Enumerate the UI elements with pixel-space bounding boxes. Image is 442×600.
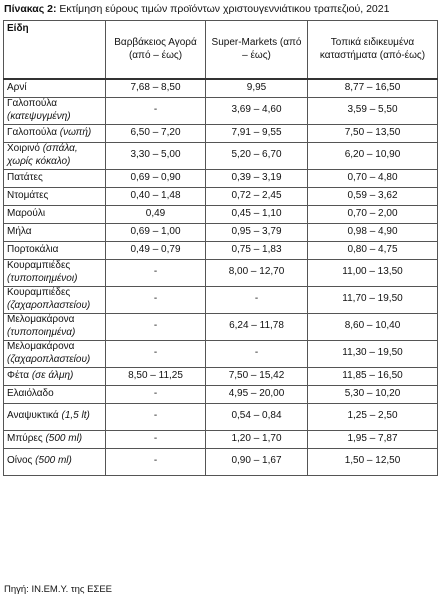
table-row bbox=[4, 259, 438, 286]
item-name: Μπύρες bbox=[7, 432, 43, 444]
table-row bbox=[4, 187, 438, 205]
local-shops-price-cell: 11,00 – 13,50 bbox=[308, 259, 438, 286]
item-name-cell bbox=[4, 79, 106, 97]
item-qualifier: (500 ml) bbox=[45, 432, 83, 444]
item-name-cell bbox=[4, 124, 106, 142]
supermarkets-price-cell: 0,45 – 1,10 bbox=[206, 205, 308, 223]
supermarkets-price-cell: 0,95 – 3,79 bbox=[206, 223, 308, 241]
item-name-cell bbox=[4, 169, 106, 187]
header-supermarkets: Super-Markets (από – έως) bbox=[206, 21, 308, 80]
varvakeios-price-cell: - bbox=[106, 313, 206, 340]
supermarkets-price-cell: 0,72 – 2,45 bbox=[206, 187, 308, 205]
table-row bbox=[4, 79, 438, 97]
table-row bbox=[4, 340, 438, 367]
local-shops-price-cell: 5,30 – 10,20 bbox=[308, 385, 438, 403]
item-name: Χοιρινό bbox=[7, 143, 40, 154]
local-shops-price-cell: 0,80 – 4,75 bbox=[308, 241, 438, 259]
local-shops-price-cell: 8,60 – 10,40 bbox=[308, 313, 438, 340]
caption-text: Εκτίμηση εύρους τιμών προϊόντων χριστουγεννιάτικου τραπεζιού, 2021 bbox=[59, 3, 390, 15]
item-qualifier: (500 ml) bbox=[35, 455, 72, 467]
table-row bbox=[4, 313, 438, 340]
item-name-cell bbox=[4, 205, 106, 223]
supermarkets-price-cell: 5,20 – 6,70 bbox=[206, 142, 308, 169]
supermarkets-price-cell: 8,00 – 12,70 bbox=[206, 259, 308, 286]
supermarkets-price-cell: 0,90 – 1,67 bbox=[206, 448, 308, 475]
item-name-cell bbox=[4, 403, 106, 430]
table-row bbox=[4, 241, 438, 259]
local-shops-price-cell: 11,70 – 19,50 bbox=[308, 286, 438, 313]
item-name-cell bbox=[4, 385, 106, 403]
table-row bbox=[4, 97, 438, 124]
item-name: Φέτα bbox=[7, 369, 30, 381]
local-shops-price-cell: 1,25 – 2,50 bbox=[308, 403, 438, 430]
item-qualifier: (ζαχαροπλαστείου) bbox=[7, 299, 91, 311]
item-name-cell bbox=[4, 259, 106, 286]
item-name-cell bbox=[4, 367, 106, 385]
item-name: Αναψυκτικά bbox=[7, 410, 59, 422]
local-shops-price-cell: 8,77 – 16,50 bbox=[308, 79, 438, 97]
item-name: Γαλοπούλα bbox=[7, 126, 57, 138]
item-qualifier: (ζαχαροπλαστείου) bbox=[7, 353, 91, 365]
item-name: Μελομακάρονα bbox=[7, 314, 75, 325]
varvakeios-price-cell: 0,69 – 0,90 bbox=[106, 169, 206, 187]
local-shops-price-cell: 6,20 – 10,90 bbox=[308, 142, 438, 169]
caption-label: Πίνακας 2: bbox=[4, 3, 57, 15]
table-body bbox=[4, 79, 438, 475]
item-name: Πορτοκάλια bbox=[7, 243, 59, 255]
local-shops-price-cell: 0,59 – 3,62 bbox=[308, 187, 438, 205]
local-shops-price-cell: 1,50 – 12,50 bbox=[308, 448, 438, 475]
local-shops-price-cell: 11,30 – 19,50 bbox=[308, 340, 438, 367]
item-name-cell bbox=[4, 430, 106, 448]
item-name-cell bbox=[4, 241, 106, 259]
item-name-cell bbox=[4, 340, 106, 367]
price-table bbox=[3, 20, 438, 476]
table-row bbox=[4, 205, 438, 223]
item-name-cell bbox=[4, 286, 106, 313]
header-varvakeios: Βαρβάκειος Αγορά (από – έως) bbox=[106, 21, 206, 80]
item-name: Γαλοπούλα bbox=[7, 98, 57, 109]
header-local-shops: Τοπικά ειδικευμένα καταστήματα (από-έως) bbox=[308, 21, 438, 80]
table-row bbox=[4, 142, 438, 169]
item-name: Μελομακάρονα bbox=[7, 341, 75, 352]
item-qualifier: (1,5 lt) bbox=[61, 410, 90, 422]
local-shops-price-cell: 3,59 – 5,50 bbox=[308, 97, 438, 124]
item-name: Ελαιόλαδο bbox=[7, 387, 54, 399]
local-shops-price-cell: 7,50 – 13,50 bbox=[308, 124, 438, 142]
supermarkets-price-cell: 4,95 – 20,00 bbox=[206, 385, 308, 403]
item-name-cell bbox=[4, 448, 106, 475]
table-row bbox=[4, 169, 438, 187]
local-shops-price-cell: 11,85 – 16,50 bbox=[308, 367, 438, 385]
supermarkets-price-cell: 0,75 – 1,83 bbox=[206, 241, 308, 259]
table-row bbox=[4, 403, 438, 430]
varvakeios-price-cell: 0,49 bbox=[106, 205, 206, 223]
item-qualifier: (κατεψυγμένη) bbox=[7, 110, 71, 122]
item-name: Οίνος bbox=[7, 455, 33, 467]
table-row bbox=[4, 124, 438, 142]
item-name: Κουραμπιέδες bbox=[7, 260, 71, 271]
varvakeios-price-cell: - bbox=[106, 403, 206, 430]
supermarkets-price-cell: 7,50 – 15,42 bbox=[206, 367, 308, 385]
varvakeios-price-cell: 3,30 – 5,00 bbox=[106, 142, 206, 169]
item-name-cell bbox=[4, 313, 106, 340]
varvakeios-price-cell: - bbox=[106, 385, 206, 403]
supermarkets-price-cell: 1,20 – 1,70 bbox=[206, 430, 308, 448]
item-qualifier: (σπάλα, χωρίς κόκαλο) bbox=[7, 143, 78, 167]
table-row bbox=[4, 448, 438, 475]
table-caption bbox=[4, 3, 389, 16]
varvakeios-price-cell: 0,69 – 1,00 bbox=[106, 223, 206, 241]
item-name-cell bbox=[4, 97, 106, 124]
supermarkets-price-cell: - bbox=[206, 286, 308, 313]
item-name: Ντομάτες bbox=[7, 189, 49, 201]
varvakeios-price-cell: - bbox=[106, 97, 206, 124]
local-shops-price-cell: 1,95 – 7,87 bbox=[308, 430, 438, 448]
varvakeios-price-cell: 8,50 – 11,25 bbox=[106, 367, 206, 385]
varvakeios-price-cell: - bbox=[106, 430, 206, 448]
varvakeios-price-cell: 6,50 – 7,20 bbox=[106, 124, 206, 142]
varvakeios-price-cell: - bbox=[106, 340, 206, 367]
item-name: Μαρούλι bbox=[7, 207, 46, 219]
supermarkets-price-cell: 9,95 bbox=[206, 79, 308, 97]
supermarkets-price-cell: 7,91 – 9,55 bbox=[206, 124, 308, 142]
table-row bbox=[4, 367, 438, 385]
varvakeios-price-cell: 0,49 – 0,79 bbox=[106, 241, 206, 259]
header-row bbox=[4, 21, 438, 80]
item-name-cell bbox=[4, 187, 106, 205]
item-name: Μήλα bbox=[7, 225, 32, 237]
item-name-cell bbox=[4, 142, 106, 169]
supermarkets-price-cell: - bbox=[206, 340, 308, 367]
source-note: Πηγή: ΙΝ.ΕΜ.Υ. της ΕΣΕΕ bbox=[4, 584, 113, 595]
header-items: Είδη bbox=[4, 21, 106, 80]
varvakeios-price-cell: - bbox=[106, 286, 206, 313]
supermarkets-price-cell: 3,69 – 4,60 bbox=[206, 97, 308, 124]
table-row bbox=[4, 223, 438, 241]
table-row bbox=[4, 430, 438, 448]
supermarkets-price-cell: 0,39 – 3,19 bbox=[206, 169, 308, 187]
item-name-cell bbox=[4, 223, 106, 241]
item-name: Αρνί bbox=[7, 82, 27, 93]
item-qualifier: (τυποποιημένα) bbox=[7, 326, 76, 338]
item-qualifier: (τυποποιημένοι) bbox=[7, 272, 78, 284]
item-qualifier: (νωπή) bbox=[59, 126, 92, 138]
varvakeios-price-cell: 7,68 – 8,50 bbox=[106, 79, 206, 97]
item-name: Κουραμπιέδες bbox=[7, 287, 71, 298]
item-name: Πατάτες bbox=[7, 171, 43, 183]
supermarkets-price-cell: 0,54 – 0,84 bbox=[206, 403, 308, 430]
supermarkets-price-cell: 6,24 – 11,78 bbox=[206, 313, 308, 340]
table-row bbox=[4, 286, 438, 313]
local-shops-price-cell: 0,98 – 4,90 bbox=[308, 223, 438, 241]
local-shops-price-cell: 0,70 – 4,80 bbox=[308, 169, 438, 187]
varvakeios-price-cell: 0,40 – 1,48 bbox=[106, 187, 206, 205]
local-shops-price-cell: 0,70 – 2,00 bbox=[308, 205, 438, 223]
varvakeios-price-cell: - bbox=[106, 448, 206, 475]
varvakeios-price-cell: - bbox=[106, 259, 206, 286]
table-row bbox=[4, 385, 438, 403]
item-qualifier: (σε άλμη) bbox=[31, 369, 74, 381]
